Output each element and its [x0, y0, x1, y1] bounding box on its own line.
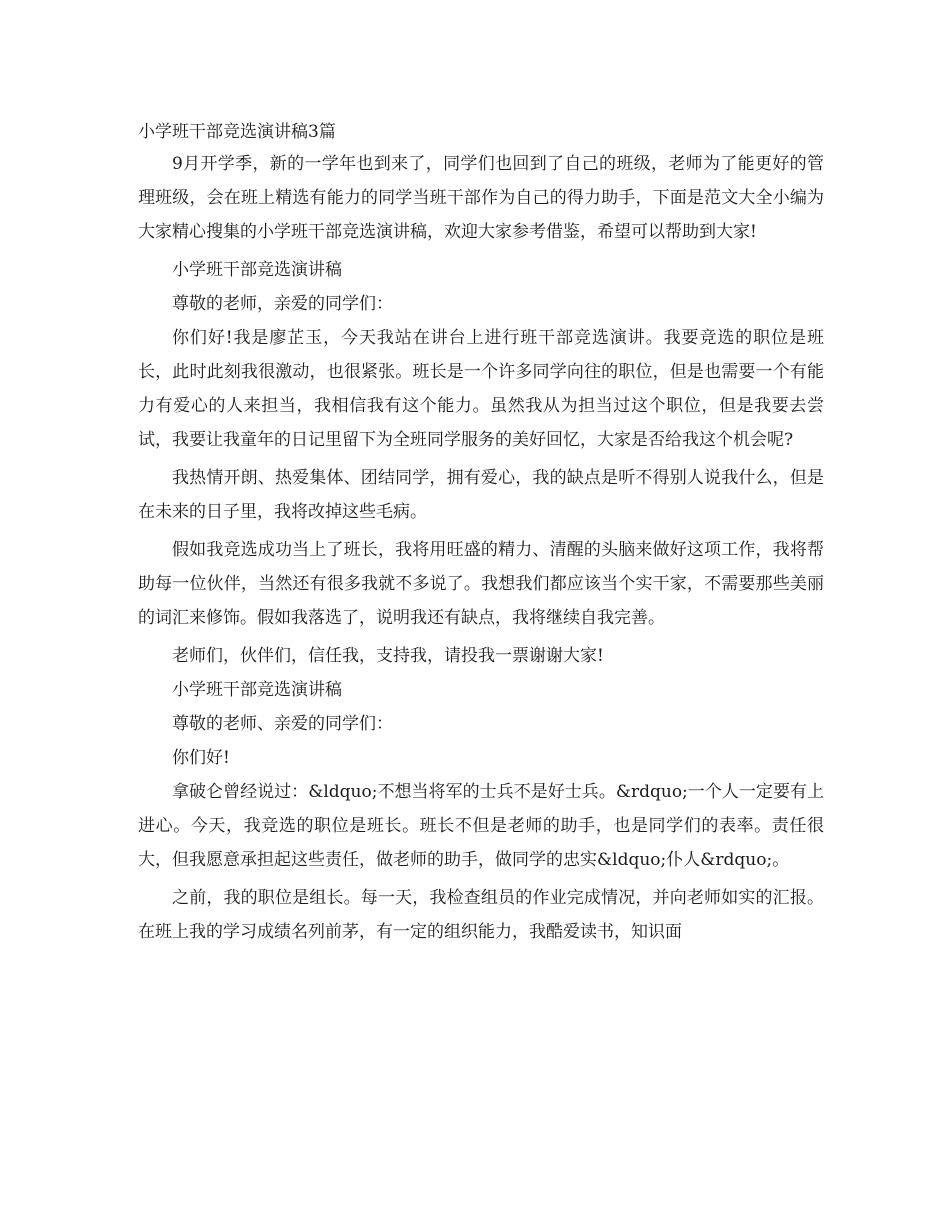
document-title: 小学班干部竞选演讲稿3篇 [138, 122, 336, 142]
document-body [138, 117, 824, 953]
body-paragraph: 拿破仑曾经说过：&ldquo;不想当将军的士兵不是好士兵。&rdquo;一个人一定要有上进心。今天，我竞选的职位是班长。班长不但是老师的助手，也是同学们的表率。责任很大，但我愿意承担起这些责任，做老师的助手，做同学的忠实&ldquo;仆人&rdquo;。 [138, 782, 824, 870]
body-paragraph: 你们好!我是廖芷玉，今天我站在讲台上进行班干部竞选演讲。我要竞选的职位是班长，此时此刻我很激动，也很紧张。班长是一个许多同学向往的职位，但是也需要一个有能力有爱心的人来担当，我相信我有这个能力。虽然我从为担当过这个职位，但是我要去尝试，我要让我童年的日记里留下为全班同学服务的美好回忆，大家是否给我这个机会呢? [138, 328, 824, 450]
body-paragraph: 我热情开朗、热爱集体、团结同学，拥有爱心，我的缺点是听不得别人说我什么，但是在未来的日子里，我将改掉这些毛病。 [138, 468, 824, 522]
salutation: 尊敬的老师、亲爱的同学们： [172, 714, 393, 734]
greeting: 你们好! [172, 748, 230, 768]
closing-line: 老师们，伙伴们，信任我，支持我，请投我一票谢谢大家! [172, 646, 604, 666]
body-paragraph: 假如我竞选成功当上了班长，我将用旺盛的精力、清醒的头脑来做好这项工作，我将帮助每一位伙伴，当然还有很多我就不多说了。我想我们都应该当个实干家，不需要那些美丽的词汇来修饰。假如我落选了，说明我还有缺点，我将继续自我完善。 [138, 540, 824, 628]
intro-paragraph: 9月开学季，新的一学年也到来了，同学们也回到了自己的班级，老师为了能更好的管理班级，会在班上精选有能力的同学当班干部作为自己的得力助手，下面是范文大全小编为大家精心搜集的小学班干部竞选演讲稿，欢迎大家参考借鉴，希望可以帮助到大家! [138, 154, 824, 242]
section-heading: 小学班干部竞选演讲稿 [172, 260, 342, 280]
section-heading: 小学班干部竞选演讲稿 [172, 680, 342, 700]
body-paragraph: 之前，我的职位是组长。每一天，我检查组员的作业完成情况，并向老师如实的汇报。在班上我的学习成绩名列前茅，有一定的组织能力，我酷爱读书，知识面 [138, 888, 824, 942]
salutation: 尊敬的老师，亲爱的同学们： [172, 294, 393, 314]
